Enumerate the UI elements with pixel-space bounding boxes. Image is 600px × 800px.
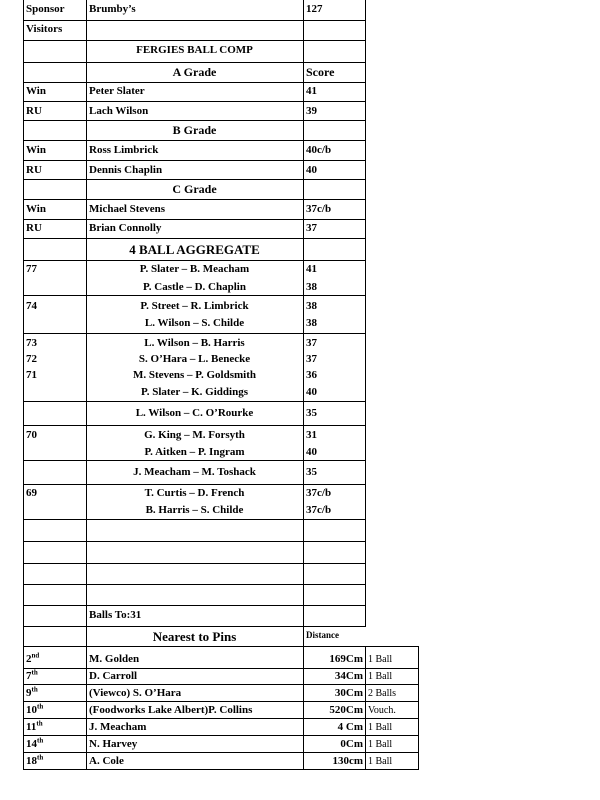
c-win-label: Win: [26, 203, 46, 215]
pin-prize: 1 Ball: [368, 739, 393, 750]
aggregate-pair: M. Stevens – P. Goldsmith: [132, 369, 257, 381]
pin-name: M. Golden: [89, 653, 140, 665]
aggregate-score: 37c/b: [306, 487, 332, 499]
aggregate-score: 36: [306, 369, 317, 381]
aggregate-pair: S. O’Hara – L. Benecke: [138, 353, 251, 365]
row-line: [23, 718, 419, 719]
sponsor-score: 127: [306, 3, 323, 15]
col-divider-2: [303, 0, 304, 770]
pin-distance: 30Cm: [334, 687, 363, 699]
row-line: [23, 160, 366, 161]
row-line: [23, 140, 366, 141]
row-line: [23, 199, 366, 200]
pin-hole: 9th: [26, 685, 38, 699]
aggregate-pair: L. Wilson – S. Childe: [144, 317, 245, 329]
aggregate-pair: P. Street – R. Limbrick: [140, 300, 249, 312]
aggregate-score: 40: [306, 386, 317, 398]
row-line: [23, 82, 366, 83]
border-left: [23, 0, 24, 770]
row-line: [23, 120, 366, 121]
aggregate-score: 38: [306, 281, 317, 293]
row-line: [23, 295, 366, 296]
aggregate-score: 38: [306, 317, 317, 329]
b-grade-title: B Grade: [172, 123, 217, 137]
b-win-score: 40c/b: [306, 144, 332, 156]
row-line: [23, 701, 419, 702]
b-win-label: Win: [26, 144, 46, 156]
pin-hole: 2nd: [26, 651, 40, 665]
visitors-label: Visitors: [26, 23, 63, 35]
a-win-name: Peter Slater: [89, 85, 145, 97]
row-line: [23, 646, 419, 647]
c-win-score: 37c/b: [306, 203, 332, 215]
aggregate-pair: B. Harris – S. Childe: [145, 504, 244, 516]
aggregate-pair: J. Meacham – M. Toshack: [133, 466, 256, 478]
pin-distance: 520Cm: [329, 704, 363, 716]
a-ru-label: RU: [26, 105, 42, 117]
aggregate-pair: P. Aitken – P. Ingram: [144, 446, 245, 458]
b-win-name: Ross Limbrick: [89, 144, 159, 156]
pin-name: D. Carroll: [89, 670, 138, 682]
aggregate-pair: P. Castle – D. Chaplin: [143, 281, 246, 293]
row-line: [23, 519, 366, 520]
aggregate-total: 71: [26, 369, 37, 381]
c-ru-label: RU: [26, 222, 42, 234]
pin-prize: 1 Ball: [368, 722, 393, 733]
aggregate-total: 74: [26, 300, 37, 312]
a-win-label: Win: [26, 85, 46, 97]
pin-prize: 1 Ball: [368, 671, 393, 682]
pin-prize: Vouch.: [368, 705, 396, 716]
row-line: [23, 684, 419, 685]
pin-name: (Viewco) S. O’Hara: [89, 687, 182, 699]
row-line: [23, 584, 366, 585]
col-divider-1: [86, 0, 87, 770]
pin-hole: 7th: [26, 668, 38, 682]
aggregate-total: 72: [26, 353, 37, 365]
distance-header: Distance: [306, 630, 339, 640]
pin-hole: 10th: [26, 702, 44, 716]
aggregate-pair: P. Slater – B. Meacham: [139, 263, 250, 275]
row-line: [23, 752, 419, 753]
pin-hole: 14th: [26, 736, 44, 750]
a-grade-title: A Grade: [172, 65, 217, 79]
row-line: [23, 484, 366, 485]
aggregate-total: 77: [26, 263, 37, 275]
pins-title: Nearest to Pins: [152, 629, 237, 644]
a-win-score: 41: [306, 85, 317, 97]
pin-prize: 1 Ball: [368, 756, 393, 767]
aggregate-score: 40: [306, 446, 317, 458]
sponsor-label: Sponsor: [26, 3, 65, 15]
row-line: [23, 735, 419, 736]
pin-distance: 130cm: [332, 755, 363, 767]
aggregate-score: 41: [306, 263, 317, 275]
pin-name: A. Cole: [89, 755, 124, 767]
row-line: [23, 101, 366, 102]
aggregate-total: 73: [26, 337, 37, 349]
aggregate-score: 38: [306, 300, 317, 312]
pin-hole: 18th: [26, 753, 44, 767]
aggregate-pair: G. King – M. Forsyth: [144, 429, 245, 441]
c-ru-name: Brian Connolly: [89, 222, 162, 234]
row-line: [23, 260, 366, 261]
aggregate-pair: P. Slater – K. Giddings: [141, 386, 248, 398]
c-ru-score: 37: [306, 222, 317, 234]
aggregate-pair: T. Curtis – D. French: [144, 487, 245, 499]
aggregate-title: 4 BALL AGGREGATE: [129, 242, 260, 257]
row-line: [23, 769, 419, 770]
row-line: [23, 668, 419, 669]
b-ru-score: 40: [306, 164, 317, 176]
pin-name: N. Harvey: [89, 738, 138, 750]
pin-hole: 11th: [26, 719, 43, 733]
aggregate-score: 35: [306, 407, 317, 419]
row-line: [23, 179, 366, 180]
aggregate-score: 37c/b: [306, 504, 332, 516]
a-ru-name: Lach Wilson: [89, 105, 149, 117]
row-line: [23, 62, 366, 63]
row-line: [23, 626, 366, 627]
pin-distance: 34Cm: [334, 670, 363, 682]
aggregate-total: 70: [26, 429, 37, 441]
score-header: Score: [306, 65, 335, 79]
pin-name: J. Meacham: [89, 721, 147, 733]
pin-distance: 169Cm: [329, 653, 363, 665]
pin-name: (Foodworks Lake Albert)P. Collins: [89, 704, 253, 716]
b-ru-label: RU: [26, 164, 42, 176]
sponsor-value: Brumby’s: [89, 3, 136, 15]
b-ru-name: Dennis Chaplin: [89, 164, 163, 176]
balls-to: Balls To:31: [89, 609, 142, 621]
row-line: [23, 541, 366, 542]
row-line: [23, 219, 366, 220]
row-line: [23, 238, 366, 239]
row-line: [23, 401, 366, 402]
a-ru-score: 39: [306, 105, 317, 117]
aggregate-score: 31: [306, 429, 317, 441]
aggregate-score: 37: [306, 353, 317, 365]
row-line: [23, 563, 366, 564]
row-line: [23, 40, 366, 41]
c-grade-title: C Grade: [172, 182, 217, 196]
pin-distance: 0Cm: [340, 738, 363, 750]
aggregate-pair: L. Wilson – B. Harris: [144, 337, 245, 349]
aggregate-pair: L. Wilson – C. O’Rourke: [135, 407, 254, 419]
pin-prize: 1 Ball: [368, 654, 393, 665]
border-right: [365, 0, 366, 626]
row-line: [23, 460, 366, 461]
comp-title: FERGIES BALL COMP: [136, 44, 253, 56]
row-line: [23, 425, 366, 426]
row-line: [23, 20, 366, 21]
row-line: [23, 605, 366, 606]
aggregate-score: 35: [306, 466, 317, 478]
pin-distance: 4 Cm: [337, 721, 363, 733]
c-win-name: Michael Stevens: [89, 203, 166, 215]
pin-prize: 2 Balls: [368, 688, 397, 699]
aggregate-score: 37: [306, 337, 317, 349]
aggregate-total: 69: [26, 487, 37, 499]
row-line: [23, 333, 366, 334]
